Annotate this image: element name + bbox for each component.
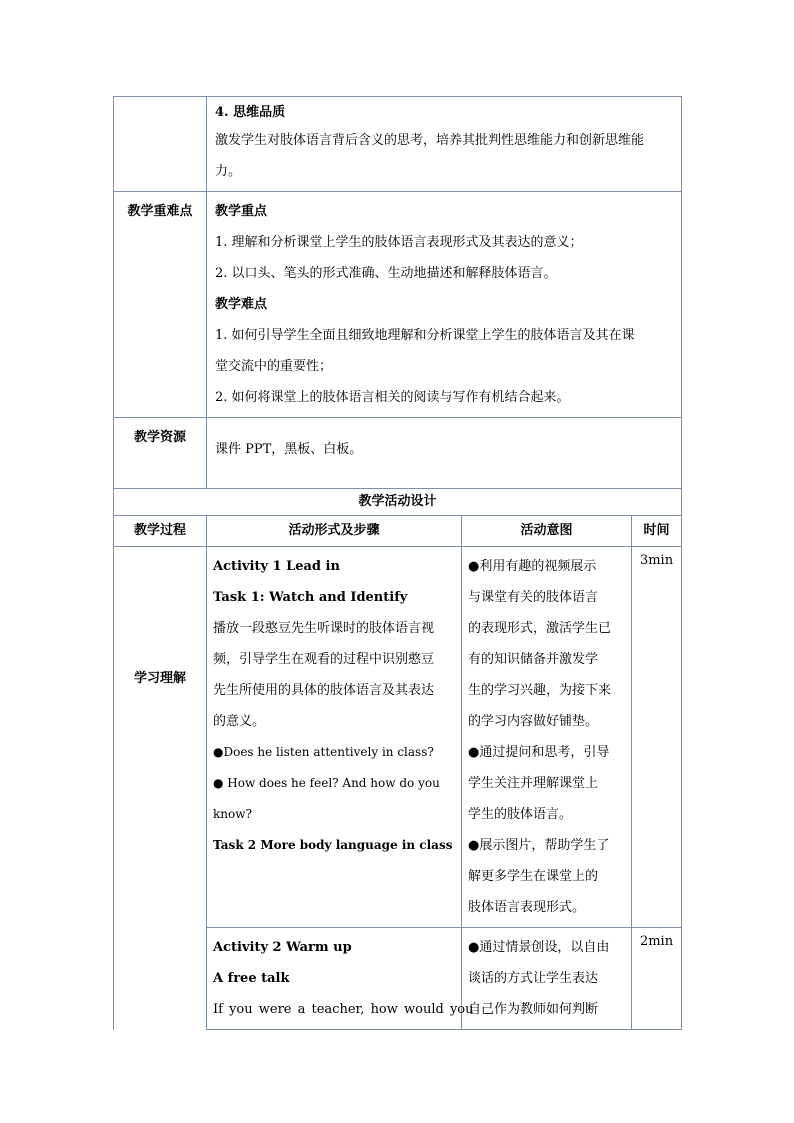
keypoint-1: 1. 理解和分析课堂上学生的肢体语言表现形式及其表达的意义； bbox=[215, 235, 583, 250]
thinking-quality-text-2: 力。 bbox=[215, 164, 242, 179]
column-header-row bbox=[114, 516, 682, 547]
activity-1-desc-2: 频，引导学生在观看的过程中识别憨豆 bbox=[213, 652, 435, 667]
activity-1-title: Activity 1 Lead in bbox=[213, 559, 340, 574]
keypoints-cell bbox=[207, 192, 682, 418]
activity-1-purpose-1-6: 的学习内容做好铺垫。 bbox=[468, 714, 599, 729]
col-time: 时间 bbox=[632, 516, 682, 547]
difficulty-2: 2. 如何将课堂上的肢体语言相关的阅读与写作有机结合起来。 bbox=[215, 390, 570, 405]
activity-2-purpose-2: 谈话的方式让学生表达 bbox=[468, 971, 599, 986]
activity-2-purpose-3: 自己作为教师如何判断 bbox=[468, 1002, 599, 1017]
col-process: 教学过程 bbox=[114, 516, 207, 547]
lesson-plan-table bbox=[113, 96, 682, 1030]
difficulty-1-line-2: 堂交流中的重要性； bbox=[215, 359, 333, 374]
difficulty-1-line-1: 1. 如何引导学生全面且细致地理解和分析课堂上学生的肢体语言及其在课 bbox=[215, 328, 635, 343]
thinking-quality-heading: 4. 思维品质 bbox=[215, 105, 286, 120]
activity-1-desc-1: 播放一段憨豆先生听课时的肢体语言视 bbox=[213, 621, 435, 636]
activity-1-purpose-2-3: 学生的肢体语言。 bbox=[468, 807, 573, 822]
activity-1-purpose-1-2: 与课堂有关的肢体语言 bbox=[468, 590, 599, 605]
activity-1-time: 3min bbox=[632, 547, 682, 928]
col-activity: 活动形式及步骤 bbox=[207, 516, 462, 547]
activity-1-purpose-2-1: ●通过提问和思考，引导 bbox=[468, 745, 610, 760]
activity-1-purpose-3-2: 解更多学生在课堂上的 bbox=[468, 869, 599, 884]
col-purpose: 活动意图 bbox=[462, 516, 632, 547]
resources-row bbox=[114, 418, 682, 489]
thinking-quality-row bbox=[114, 97, 682, 192]
activity-2-sub: A free talk bbox=[213, 971, 290, 986]
design-title-row bbox=[114, 489, 682, 516]
resources-label: 教学资源 bbox=[114, 418, 207, 489]
activity-1-desc-3: 先生所使用的具体的肢体语言及其表达 bbox=[213, 683, 435, 698]
activity-1-purpose-1-5: 生的学习兴趣，为接下来 bbox=[468, 683, 612, 698]
resources-cell bbox=[207, 418, 682, 489]
keypoint-2: 2. 以口头、笔头的形式准确、生动地描述和解释肢体语言。 bbox=[215, 266, 557, 281]
thinking-quality-cell bbox=[207, 97, 682, 192]
activity-1-purpose-1-1: ●利用有趣的视频展示 bbox=[468, 559, 597, 574]
activity-1-purpose-2-2: 学生关注并理解课堂上 bbox=[468, 776, 599, 791]
resources-text: 课件 PPT，黑板、白板。 bbox=[215, 442, 363, 457]
activity-1-purpose-1-3: 的表现形式，激活学生已 bbox=[468, 621, 612, 636]
activity-1-task-1: Task 1: Watch and Identify bbox=[213, 590, 408, 605]
difficulties-heading: 教学难点 bbox=[215, 297, 268, 312]
empty-label-cell bbox=[114, 97, 207, 192]
activity-2-purpose bbox=[462, 928, 632, 1030]
lesson-plan-page bbox=[113, 96, 681, 1030]
activity-1-steps bbox=[207, 547, 462, 928]
keypoints-row bbox=[114, 192, 682, 418]
design-title: 教学活动设计 bbox=[114, 489, 682, 516]
stage-cell bbox=[114, 547, 207, 1030]
activity-1-question-2-line-2: know? bbox=[213, 807, 252, 821]
activity-2-steps bbox=[207, 928, 474, 1030]
stage-label: 学习理解 bbox=[133, 670, 186, 686]
keypoints-label: 教学重难点 bbox=[114, 192, 207, 418]
activity-2-desc-1: If you were a teacher, how would you bbox=[213, 1002, 474, 1017]
keypoints-heading: 教学重点 bbox=[215, 204, 268, 219]
activity-1-purpose-1-4: 有的知识储备并激发学 bbox=[468, 652, 599, 667]
activity-2-purpose-1: ●通过情景创设，以自由 bbox=[468, 940, 610, 955]
activity-1-purpose-3-3: 肢体语言表现形式。 bbox=[468, 900, 586, 915]
activity-1-desc-4: 的意义。 bbox=[213, 714, 266, 729]
activity-1-purpose bbox=[462, 547, 632, 928]
activity-1-question-2-line-1: ● How does he feel? And how do you bbox=[213, 776, 440, 790]
activity-2-time: 2min bbox=[632, 928, 682, 1030]
activity-1-row bbox=[114, 547, 682, 928]
thinking-quality-text-1: 激发学生对肢体语言背后含义的思考，培养其批判性思维能力和创新思维能 bbox=[215, 133, 645, 148]
activity-1-task-2: Task 2 More body language in class bbox=[213, 838, 453, 852]
activity-1-question-1: ●Does he listen attentively in class? bbox=[213, 745, 434, 759]
activity-2-title: Activity 2 Warm up bbox=[213, 940, 352, 955]
activity-1-purpose-3-1: ●展示图片，帮助学生了 bbox=[468, 838, 610, 853]
